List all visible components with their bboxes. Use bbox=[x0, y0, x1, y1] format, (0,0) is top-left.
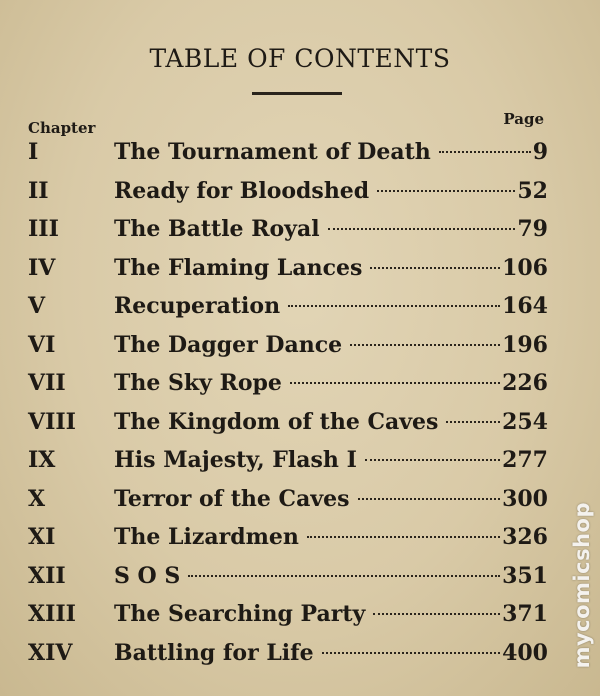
title-underline bbox=[252, 92, 342, 95]
chapter-number: IV bbox=[28, 254, 56, 281]
chapter-number: V bbox=[28, 293, 46, 319]
page-number: 52 bbox=[517, 177, 548, 204]
dot-leader bbox=[377, 190, 515, 192]
dot-leader bbox=[307, 536, 500, 538]
chapter-number: I bbox=[28, 139, 39, 165]
dot-leader bbox=[446, 421, 500, 423]
chapter-number: II bbox=[28, 177, 49, 204]
chapter-title: Terror of the Caves bbox=[114, 485, 350, 512]
chapter-number: XII bbox=[28, 562, 66, 589]
chapter-number: XIV bbox=[28, 639, 73, 666]
page-number: 326 bbox=[502, 524, 548, 550]
page-title: TABLE OF CONTENTS bbox=[149, 44, 451, 73]
contents-row bbox=[0, 253, 600, 292]
chapter-title: The Searching Party bbox=[114, 601, 366, 627]
chapter-title: Ready for Bloodshed bbox=[114, 177, 370, 204]
page-number: 371 bbox=[502, 601, 548, 627]
chapter-number: VI bbox=[28, 331, 56, 358]
chapter-column-header: Chapter bbox=[28, 119, 96, 137]
dot-leader bbox=[188, 575, 500, 577]
chapter-number: VIII bbox=[28, 408, 76, 435]
contents-row bbox=[0, 599, 600, 638]
dot-leader bbox=[439, 151, 531, 153]
chapter-title: The Kingdom of the Caves bbox=[114, 408, 439, 435]
page-number: 164 bbox=[502, 293, 548, 319]
dot-leader bbox=[373, 613, 500, 615]
dot-leader bbox=[328, 228, 516, 230]
page-number: 226 bbox=[502, 370, 548, 396]
chapter-number: XIII bbox=[28, 601, 76, 627]
dot-leader bbox=[288, 305, 500, 307]
contents-row bbox=[0, 291, 600, 330]
page-number: 9 bbox=[532, 139, 548, 165]
chapter-number: X bbox=[28, 485, 46, 512]
contents-row bbox=[0, 368, 600, 407]
dot-leader bbox=[322, 652, 500, 654]
contents-row bbox=[0, 638, 600, 677]
chapter-title: The Dagger Dance bbox=[114, 331, 343, 358]
page-number: 351 bbox=[502, 562, 548, 589]
chapter-title: The Lizardmen bbox=[114, 524, 299, 550]
contents-row bbox=[0, 330, 600, 369]
chapter-number: XI bbox=[28, 524, 56, 550]
site-watermark: mycomicshop bbox=[570, 502, 594, 669]
chapter-number: VII bbox=[28, 370, 66, 396]
page-number: 400 bbox=[502, 639, 548, 666]
page-column-header: Page bbox=[503, 110, 544, 128]
chapter-title: The Flaming Lances bbox=[114, 254, 363, 281]
contents-row bbox=[0, 561, 600, 600]
contents-row bbox=[0, 484, 600, 523]
contents-row bbox=[0, 407, 600, 446]
chapter-title: S O S bbox=[114, 562, 181, 589]
contents-row bbox=[0, 137, 600, 176]
page-number: 79 bbox=[517, 216, 548, 242]
contents-row bbox=[0, 522, 600, 561]
chapter-number: IX bbox=[28, 447, 56, 473]
chapter-title: His Majesty, Flash I bbox=[114, 447, 357, 473]
chapter-title: The Tournament of Death bbox=[114, 139, 431, 165]
chapter-title: Recuperation bbox=[114, 293, 281, 319]
page-number: 277 bbox=[502, 447, 548, 473]
dot-leader bbox=[365, 459, 500, 461]
dot-leader bbox=[370, 267, 500, 269]
chapter-title: The Sky Rope bbox=[114, 370, 282, 396]
dot-leader bbox=[358, 498, 501, 500]
chapter-title: The Battle Royal bbox=[114, 216, 320, 242]
contents-row bbox=[0, 214, 600, 253]
chapter-number: III bbox=[28, 216, 59, 242]
page-number: 300 bbox=[502, 485, 548, 512]
dot-leader bbox=[350, 344, 500, 346]
chapter-title: Battling for Life bbox=[114, 639, 314, 666]
contents-list bbox=[0, 137, 600, 676]
contents-row bbox=[0, 176, 600, 215]
page-number: 254 bbox=[502, 408, 548, 435]
page-number: 106 bbox=[502, 254, 548, 281]
contents-row bbox=[0, 445, 600, 484]
page-number: 196 bbox=[502, 331, 548, 358]
dot-leader bbox=[290, 382, 500, 384]
